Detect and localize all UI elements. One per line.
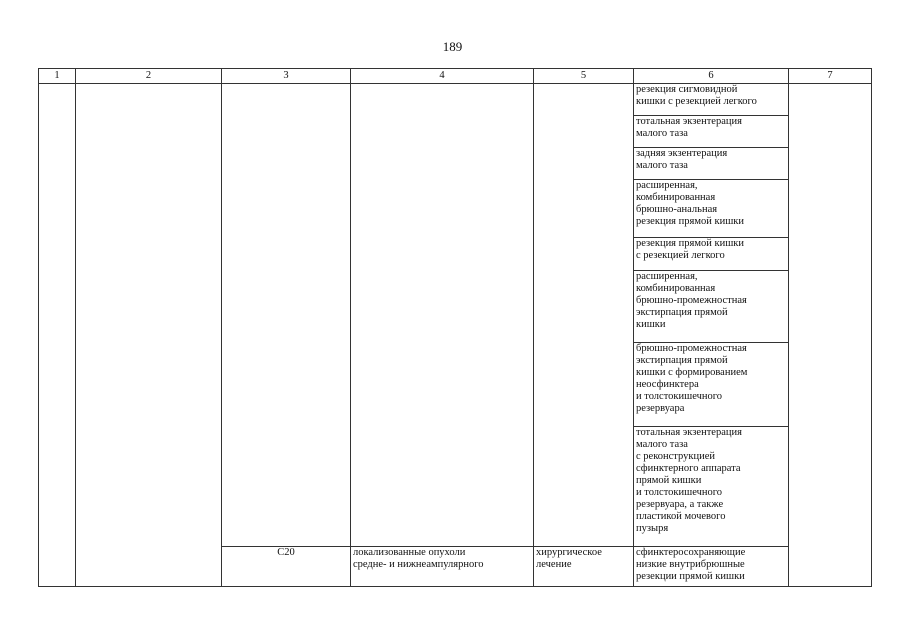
method-cell: резекция сигмовидной кишки с резекцией легкого [634, 84, 789, 116]
method-cell: сфинктеросохраняющие низкие внутрибрюшные резекции прямой кишки [634, 547, 789, 587]
col-3-number: 3 [222, 69, 351, 84]
col-2-number: 2 [76, 69, 222, 84]
method-cell: расширенная, комбинированная брюшно-промежностная экстирпация прямой кишки [634, 271, 789, 343]
col-5-number: 5 [534, 69, 634, 84]
table-row [39, 84, 872, 116]
method-cell: брюшно-промежностная экстирпация прямой кишки с формированием неосфинктера и толстокишечного резервуара [634, 343, 789, 427]
col-4-cell [351, 84, 534, 547]
method-cell: тотальная экзентерация малого таза [634, 116, 789, 148]
col-6-number: 6 [634, 69, 789, 84]
col-4-number: 4 [351, 69, 534, 84]
diagnosis-code-cell: C20 [222, 547, 351, 587]
col-2-cell [76, 84, 222, 587]
col-1-cell [39, 84, 76, 587]
treatment-type-cell: хирургическое лечение [534, 547, 634, 587]
col-7-cell [789, 84, 872, 587]
col-1-number: 1 [39, 69, 76, 84]
page-number: 189 [442, 39, 463, 54]
method-cell: резекция прямой кишки с резекцией легкого [634, 238, 789, 271]
treatment-table [38, 68, 872, 587]
method-cell: задняя экзентерация малого таза [634, 148, 789, 180]
method-cell: тотальная экзентерация малого таза с реконструкцией сфинктерного аппарата прямой кишки и толстокишечного резервуара, а также пластикой мочевого пузыря [634, 427, 789, 547]
col-3-cell [222, 84, 351, 547]
condition-cell: локализованные опухоли средне- и нижнеампулярного [351, 547, 534, 587]
column-number-row [39, 69, 872, 84]
col-5-cell [534, 84, 634, 547]
method-cell: расширенная, комбинированная брюшно-анальная резекция прямой кишки [634, 180, 789, 238]
col-7-number: 7 [789, 69, 872, 84]
